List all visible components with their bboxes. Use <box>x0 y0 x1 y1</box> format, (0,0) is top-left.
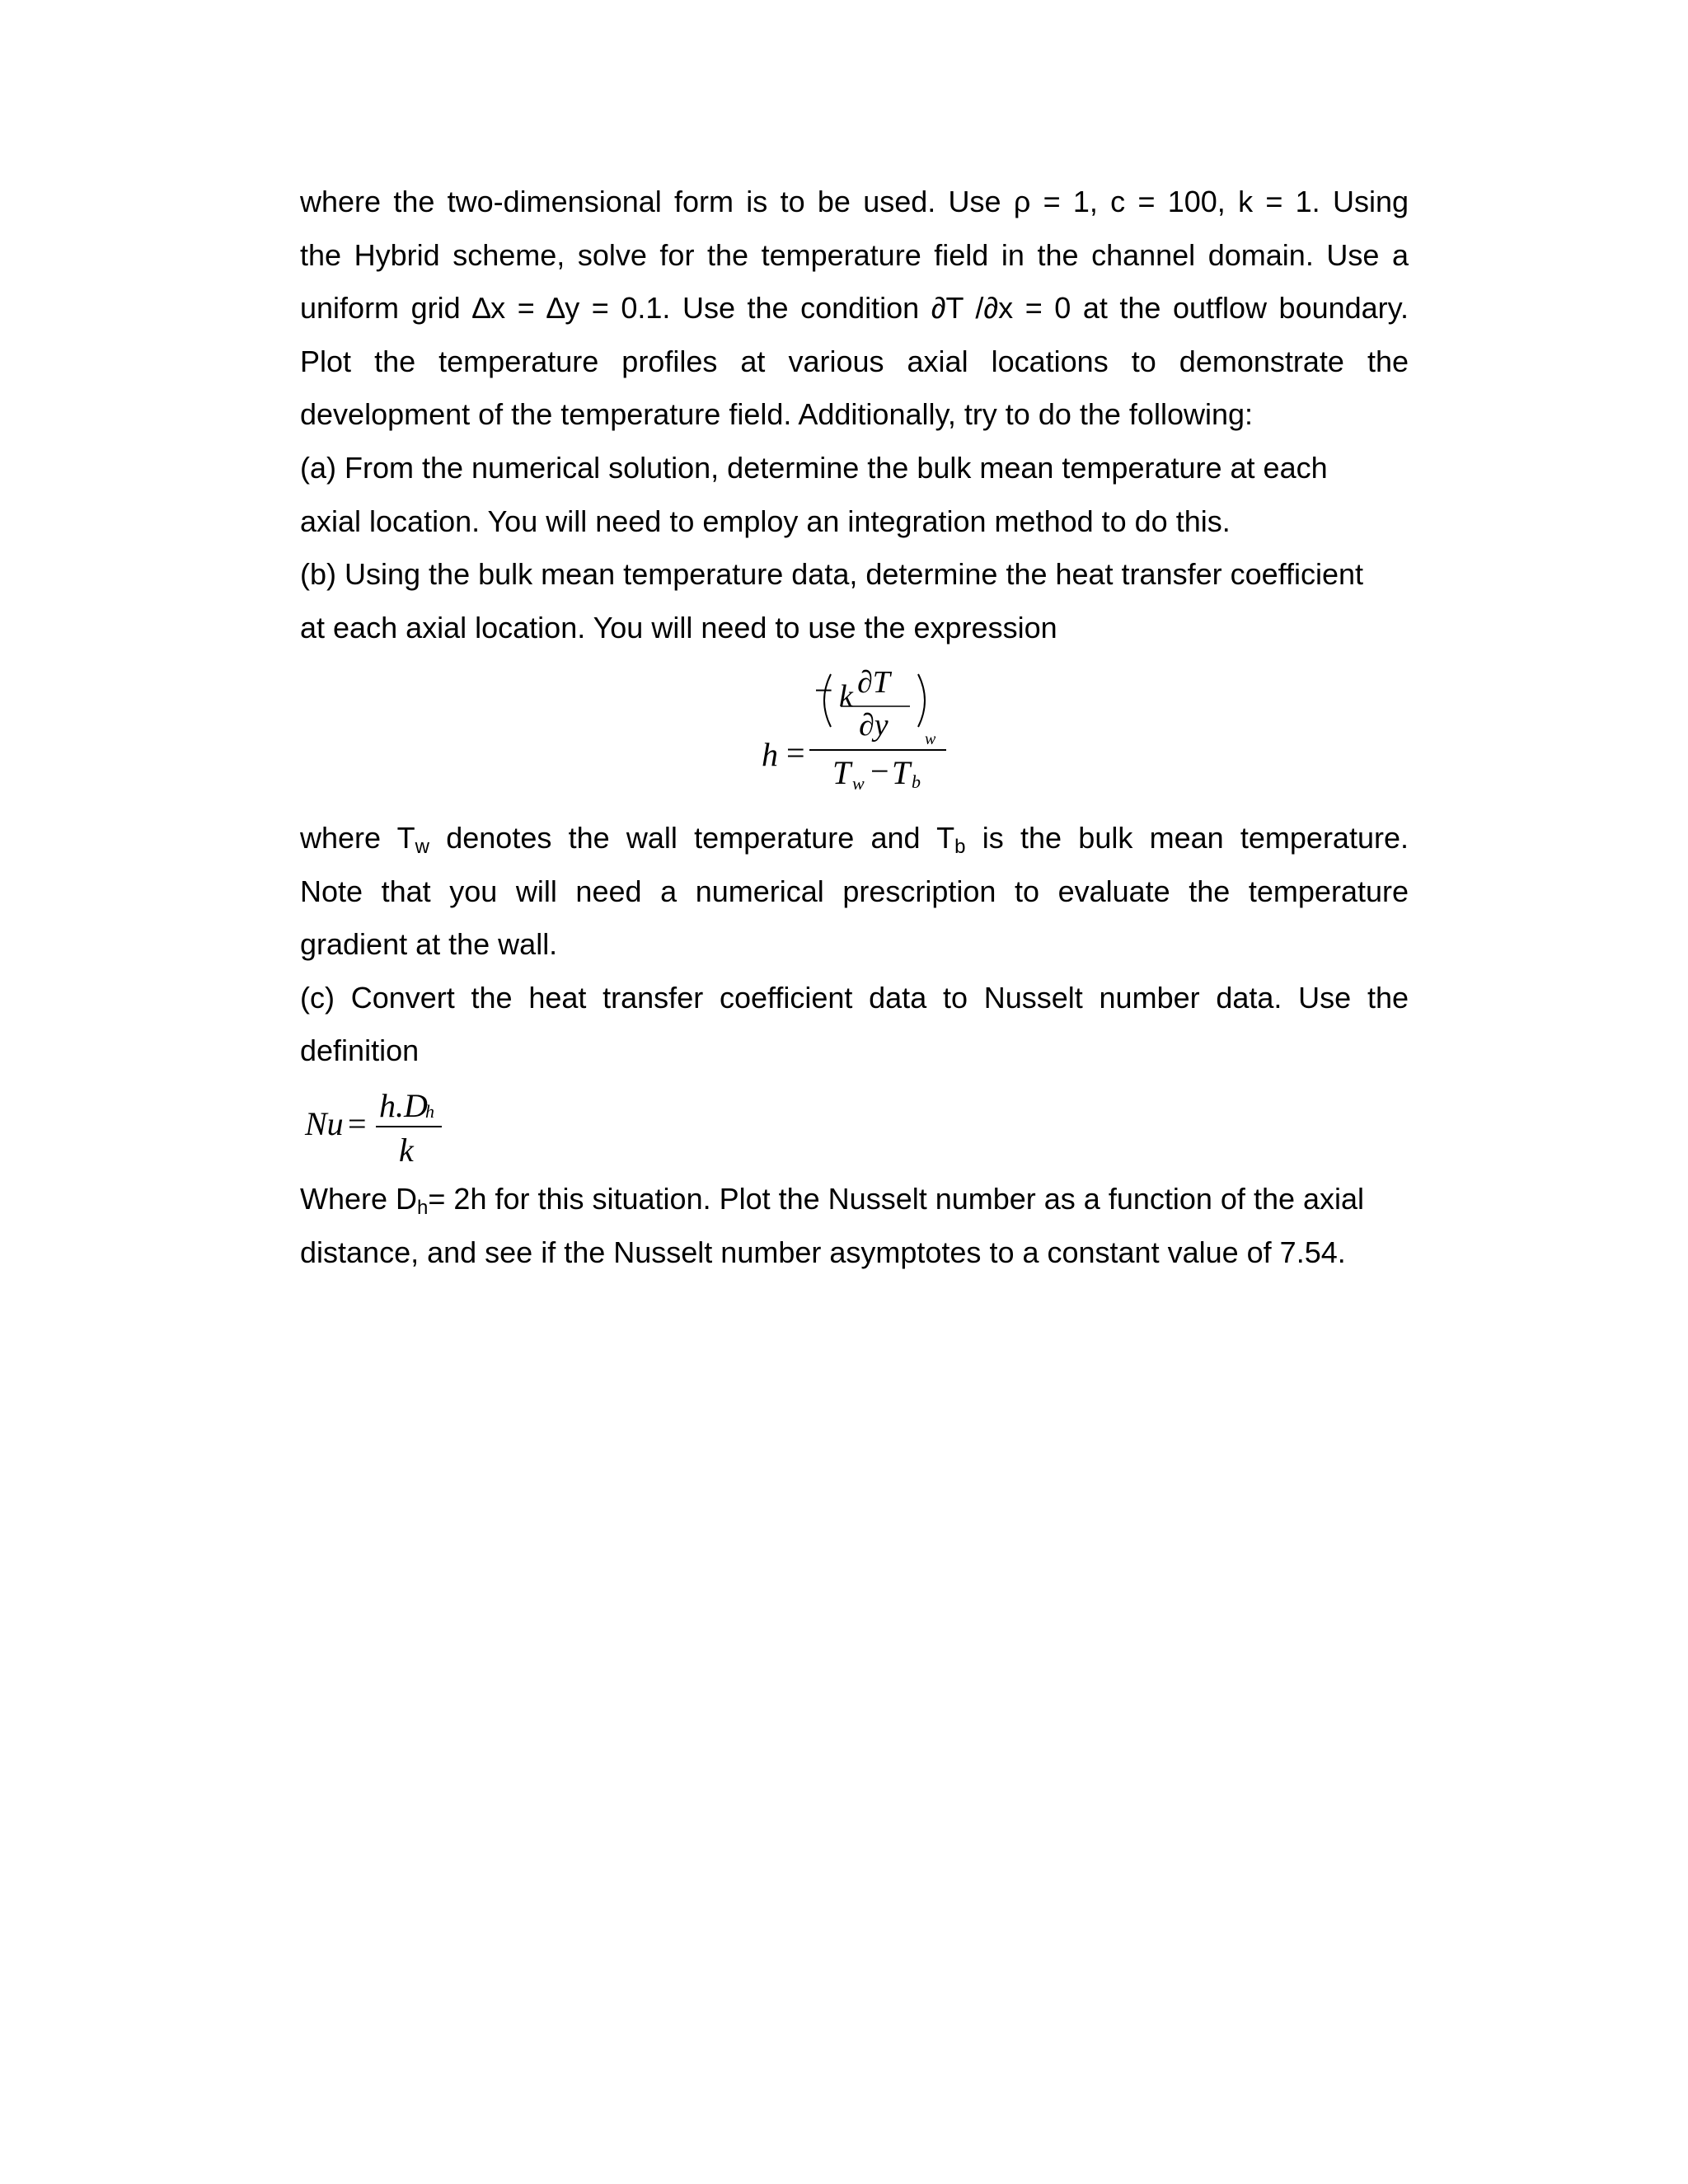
text-line: development of the temperature field. Additionally, try to do the following: <box>300 397 1254 432</box>
text-line: Note that you will need a numerical prescription to evaluate the temperature <box>300 874 1409 908</box>
text-line: distance, and see if the Nusselt number asymptotes to a constant value of 7.54. <box>300 1235 1346 1269</box>
subscript: h <box>417 1197 429 1219</box>
text-line: Plot the temperature profiles at various axial locations to demonstrate the <box>300 344 1409 378</box>
numerator: h.D <box>379 1087 428 1124</box>
paragraph-problem-statement <box>300 176 1409 654</box>
Nu-symbol: Nu <box>305 1105 344 1142</box>
Tw-subscript: w <box>852 773 865 794</box>
h-symbol: h <box>762 736 778 773</box>
minus-sign: − <box>870 752 889 790</box>
subscript: w <box>415 836 429 858</box>
Tb-subscript: b <box>912 771 921 792</box>
T-symbol: T <box>892 754 911 791</box>
text-run: where T <box>300 821 415 855</box>
text-line: (b) Using the bulk mean temperature data, determine the heat transfer coefficient <box>300 557 1364 592</box>
paragraph-conclusion <box>300 1173 1409 1279</box>
text-run: = 2h for this situation. Plot the Nusselt number as a function of the axial <box>428 1182 1365 1216</box>
T-symbol: T <box>832 754 851 791</box>
text-line <box>300 1173 1409 1226</box>
text-line: (c) Convert the heat transfer coefficient data to Nusselt number data. Use the <box>300 980 1409 1015</box>
equation-heat-transfer-coefficient <box>758 659 956 808</box>
subscript: b <box>954 836 966 858</box>
denominator: k <box>399 1132 414 1169</box>
text-run: Where D <box>300 1182 418 1216</box>
equals-sign: = <box>348 1105 367 1142</box>
text-run: is the bulk mean temperature. <box>965 821 1409 855</box>
partial-y: ∂y <box>859 708 889 743</box>
text-line: definition <box>300 1033 420 1068</box>
paragraph-definitions <box>300 812 1409 1078</box>
text-line: (a) From the numerical solution, determine the bulk mean temperature at each <box>300 450 1328 485</box>
text-line: where the two-dimensional form is to be used. Use ρ = 1, c = 100, k = 1. Using <box>300 185 1409 218</box>
conductivity-symbol: k <box>839 679 853 714</box>
wall-subscript: w <box>925 730 936 748</box>
text-line: at each axial location. You will need to use the expression <box>300 610 1057 644</box>
text-line: the Hybrid scheme, solve for the temperature field in the channel domain. Use a <box>300 237 1409 272</box>
text-line <box>300 812 1409 865</box>
equals-sign: = <box>786 734 805 771</box>
minus-sign: − <box>814 672 833 709</box>
text-line: axial location. You will need to employ an integration method to do this. <box>300 504 1231 538</box>
text-line: uniform grid ∆x = ∆y = 0.1. Use the condition ∂T /∂x = 0 at the outflow boundary. <box>300 291 1409 326</box>
Dh-subscript: h <box>425 1101 434 1122</box>
equation-nusselt-number <box>303 1086 468 1177</box>
text-run: denotes the wall temperature and T <box>429 821 955 855</box>
partial-T: ∂T <box>857 665 890 700</box>
text-line: gradient at the wall. <box>300 927 558 962</box>
